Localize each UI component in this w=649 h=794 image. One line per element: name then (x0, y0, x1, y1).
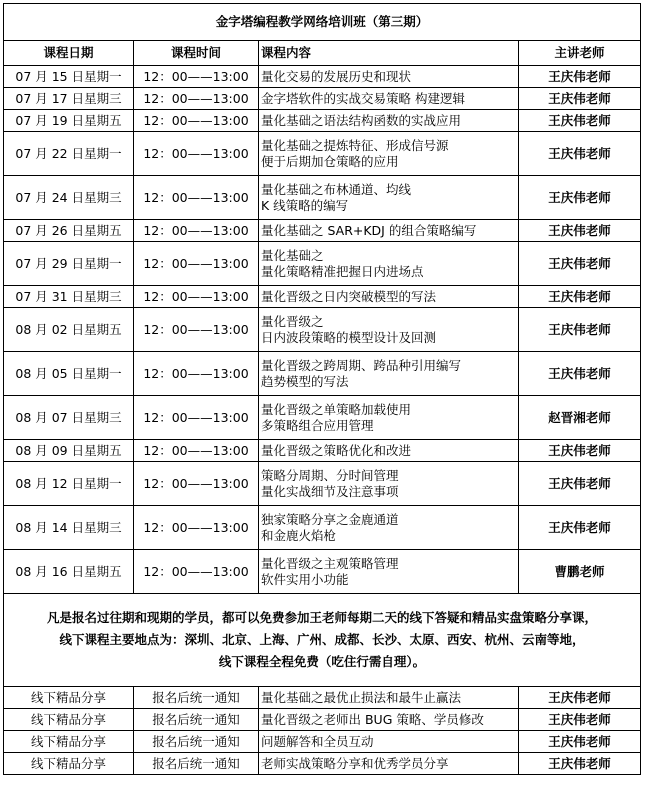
course-date: 08 月 05 日星期一 (4, 352, 134, 396)
course-teacher: 王庆伟老师 (519, 88, 641, 110)
course-time: 12：00——13:00 (134, 286, 259, 308)
course-time: 12：00——13:00 (134, 242, 259, 286)
table-row (4, 550, 641, 594)
course-content-line: 量化交易的发展历史和现状 (261, 68, 412, 84)
course-teacher: 王庆伟老师 (519, 462, 641, 506)
course-teacher: 曹鹏老师 (519, 550, 641, 594)
course-time: 12：00——13:00 (134, 132, 259, 176)
course-content (259, 88, 519, 110)
table-row (4, 66, 641, 88)
course-teacher: 王庆伟老师 (519, 440, 641, 462)
table-row (4, 220, 641, 242)
course-content-line: 量化基础之 (261, 247, 324, 263)
table-row (4, 462, 641, 506)
table-row (4, 506, 641, 550)
course-content-line: 和金鹿火焰枪 (261, 527, 337, 543)
course-content-line: 量化晋级之策略优化和改进 (261, 442, 412, 458)
notice-line: 线下课程主要地点为：深圳、北京、上海、广州、成都、长沙、太原、西安、杭州、云南等地， (59, 632, 585, 647)
course-content (259, 462, 519, 506)
course-time: 12：00——13:00 (134, 66, 259, 88)
course-teacher: 王庆伟老师 (519, 176, 641, 220)
offline-type: 线下精品分享 (4, 687, 134, 709)
course-content (259, 550, 519, 594)
course-content-line: 多策略组合应用管理 (261, 417, 374, 433)
title-row (4, 4, 641, 41)
offline-type: 线下精品分享 (4, 709, 134, 731)
course-content-line: 策略分周期、分时间管理 (261, 467, 399, 483)
course-content-line: 量化基础之语法结构函数的实战应用 (261, 112, 462, 128)
course-content (259, 440, 519, 462)
header-time: 课程时间 (134, 41, 259, 66)
course-time: 12：00——13:00 (134, 308, 259, 352)
offline-time: 报名后统一通知 (134, 709, 259, 731)
header-date: 课程日期 (4, 41, 134, 66)
course-content-line: K 线策略的编写 (261, 197, 349, 213)
offline-row (4, 753, 641, 775)
course-time: 12：00——13:00 (134, 506, 259, 550)
offline-content: 老师实战策略分享和优秀学员分享 (259, 753, 519, 775)
course-content (259, 66, 519, 88)
offline-row (4, 731, 641, 753)
course-content (259, 352, 519, 396)
offline-content: 量化基础之最优止损法和最牛止赢法 (259, 687, 519, 709)
table-row (4, 286, 641, 308)
notice-row (4, 594, 641, 687)
course-time: 12：00——13:00 (134, 352, 259, 396)
course-schedule-table (3, 3, 641, 775)
course-date: 08 月 02 日星期五 (4, 308, 134, 352)
course-content-line: 量化基础之 SAR+KDJ 的组合策略编写 (261, 222, 477, 238)
course-content-line: 量化基础之布林通道、均线 (261, 181, 412, 197)
course-teacher: 王庆伟老师 (519, 506, 641, 550)
course-content-line: 量化晋级之日内突破模型的写法 (261, 288, 437, 304)
course-date: 07 月 26 日星期五 (4, 220, 134, 242)
course-date: 07 月 19 日星期五 (4, 110, 134, 132)
course-content-line: 量化策略精准把握日内进场点 (261, 263, 424, 279)
table-row (4, 352, 641, 396)
offline-type: 线下精品分享 (4, 731, 134, 753)
offline-row (4, 709, 641, 731)
notice-line: 凡是报名过往期和现期的学员，都可以免费参加王老师每期二天的线下答疑和精品实盘策略分享课， (47, 610, 598, 625)
table-row (4, 396, 641, 440)
course-date: 07 月 15 日星期一 (4, 66, 134, 88)
course-teacher: 王庆伟老师 (519, 220, 641, 242)
course-date: 07 月 31 日星期三 (4, 286, 134, 308)
offline-teacher: 王庆伟老师 (519, 753, 641, 775)
offline-teacher: 王庆伟老师 (519, 709, 641, 731)
course-time: 12：00——13:00 (134, 550, 259, 594)
course-date: 07 月 24 日星期三 (4, 176, 134, 220)
table-row (4, 132, 641, 176)
table-row (4, 110, 641, 132)
header-teacher: 主讲老师 (519, 41, 641, 66)
offline-row (4, 687, 641, 709)
course-content (259, 506, 519, 550)
course-content-line: 量化晋级之跨周期、跨品种引用编写 (261, 357, 462, 373)
course-content (259, 132, 519, 176)
course-content-line: 便于后期加仓策略的应用 (261, 153, 399, 169)
course-time: 12：00——13:00 (134, 88, 259, 110)
course-teacher: 王庆伟老师 (519, 66, 641, 88)
course-date: 08 月 07 日星期三 (4, 396, 134, 440)
offline-time: 报名后统一通知 (134, 687, 259, 709)
table-row (4, 308, 641, 352)
course-date: 08 月 14 日星期三 (4, 506, 134, 550)
offline-teacher: 王庆伟老师 (519, 731, 641, 753)
course-teacher: 王庆伟老师 (519, 110, 641, 132)
course-content (259, 396, 519, 440)
offline-type: 线下精品分享 (4, 753, 134, 775)
notice-text (4, 594, 641, 687)
course-content (259, 242, 519, 286)
course-content-line: 趋势模型的写法 (261, 373, 349, 389)
offline-time: 报名后统一通知 (134, 731, 259, 753)
table-row (4, 176, 641, 220)
header-row (4, 41, 641, 66)
course-content-line: 独家策略分享之金鹿通道 (261, 511, 399, 527)
header-content: 课程内容 (259, 41, 519, 66)
course-content-line: 量化晋级之单策略加载使用 (261, 401, 412, 417)
course-content (259, 176, 519, 220)
course-content (259, 286, 519, 308)
course-teacher: 王庆伟老师 (519, 352, 641, 396)
course-teacher: 王庆伟老师 (519, 242, 641, 286)
offline-content: 量化晋级之老师出 BUG 策略、学员修改 (259, 709, 519, 731)
course-date: 08 月 16 日星期五 (4, 550, 134, 594)
course-content-line: 量化晋级之主观策略管理 (261, 555, 399, 571)
course-teacher: 王庆伟老师 (519, 286, 641, 308)
offline-content: 问题解答和全员互动 (259, 731, 519, 753)
course-content-line: 金字塔软件的实战交易策略 构建逻辑 (261, 90, 465, 106)
course-content (259, 308, 519, 352)
course-date: 07 月 22 日星期一 (4, 132, 134, 176)
notice-line: 线下课程全程免费（吃住行需自理）。 (218, 654, 426, 669)
course-teacher: 王庆伟老师 (519, 132, 641, 176)
table-row (4, 440, 641, 462)
course-content (259, 110, 519, 132)
course-content-line: 量化晋级之 (261, 313, 324, 329)
table-row (4, 88, 641, 110)
table-title: 金字塔编程教学网络培训班（第三期） (4, 4, 641, 41)
course-date: 07 月 17 日星期三 (4, 88, 134, 110)
course-date: 08 月 09 日星期五 (4, 440, 134, 462)
course-time: 12：00——13:00 (134, 176, 259, 220)
course-content-line: 量化基础之提炼特征、形成信号源 (261, 137, 449, 153)
course-time: 12：00——13:00 (134, 440, 259, 462)
offline-time: 报名后统一通知 (134, 753, 259, 775)
course-date: 08 月 12 日星期一 (4, 462, 134, 506)
course-content-line: 量化实战细节及注意事项 (261, 483, 399, 499)
course-teacher: 赵晋湘老师 (519, 396, 641, 440)
course-teacher: 王庆伟老师 (519, 308, 641, 352)
course-content-line: 软件实用小功能 (261, 571, 349, 587)
course-time: 12：00——13:00 (134, 220, 259, 242)
offline-teacher: 王庆伟老师 (519, 687, 641, 709)
course-content-line: 日内波段策略的模型设计及回测 (261, 329, 437, 345)
table-row (4, 242, 641, 286)
course-time: 12：00——13:00 (134, 462, 259, 506)
course-content (259, 220, 519, 242)
course-time: 12：00——13:00 (134, 396, 259, 440)
course-date: 07 月 29 日星期一 (4, 242, 134, 286)
course-time: 12：00——13:00 (134, 110, 259, 132)
